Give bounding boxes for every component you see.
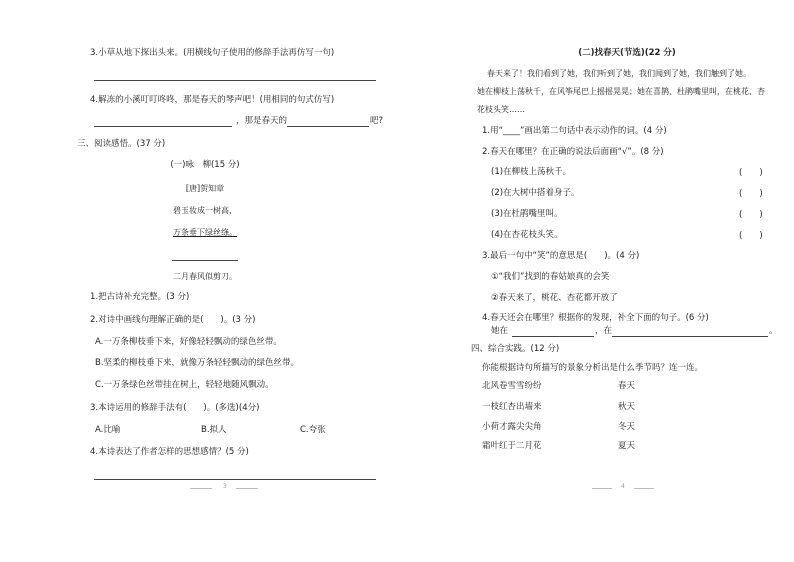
q2-paren-4[interactable]: ( ) — [739, 231, 763, 241]
answer-line-q4-b[interactable] — [287, 126, 369, 127]
q3-option-a[interactable]: ①“我们”找到的春姑娘真的会笑 — [491, 272, 610, 282]
poem-question-2: 2.对诗中画线句理解正确的是( )。(3 分) — [90, 315, 256, 325]
poem-question-3: 3.本诗运用的修辞手法有( )。(多选)(4分) — [90, 403, 260, 413]
poem-question-1: 1.把古诗补充完整。(3 分) — [90, 292, 190, 302]
poem-line-item-1[interactable]: 北风卷雪雪纷纷 — [482, 381, 542, 391]
option-3a[interactable]: A.比喻 — [95, 425, 121, 435]
q4-prefix: 她在 — [491, 326, 509, 336]
r-question-2: 2.春天在哪里？在正确的说法后面画“√”。(8 分) — [482, 147, 664, 157]
q2-item-3: (3)在杜鹃嘴里叫。 — [491, 209, 563, 219]
option-3c[interactable]: C.夸张 — [300, 425, 326, 435]
section-4-heading: 四、综合实践。(12 分) — [471, 344, 560, 354]
poem-blank-line[interactable] — [172, 260, 238, 261]
question-3: 3.小草从地下探出头来。(用横线句子使用的修辞手法再仿写一句) — [90, 48, 335, 58]
footer-deco-left — [190, 488, 212, 489]
question-4: 4.解冻的小溪叮叮咚咚，那是春天的琴声吧！(用相同的句式仿写) — [90, 95, 335, 105]
q2-item-4: (4)在杏花枝头笑。 — [491, 230, 563, 240]
q4-mid-text: ，那是春天的 — [236, 116, 288, 126]
poem-line-4: 二月春风似剪刀。 — [173, 272, 237, 281]
q4-end-text: 吧? — [370, 116, 384, 126]
option-2c[interactable]: C.一万条绿色丝带挂在树上，轻轻地随风飘动。 — [95, 380, 274, 390]
q2-item-2: (2)在大树中搭着身子。 — [491, 188, 580, 198]
r-question-4: 4.春天还会在哪里？根据你的发现，补全下面的句子。(6 分) — [482, 313, 709, 323]
footer-deco-right — [634, 488, 654, 489]
passage-line-3: 花枝头笑…… — [477, 105, 525, 114]
q2-paren-1[interactable]: ( ) — [739, 168, 763, 178]
page-number-left: 3 — [223, 483, 227, 490]
q2-paren-3[interactable]: ( ) — [739, 210, 763, 220]
q3-option-b[interactable]: ②春天来了，桃花、杏花都开放了 — [491, 293, 618, 303]
poem-line-item-2[interactable]: 一枝红杏出墙来 — [482, 402, 542, 412]
answer-line-q3[interactable] — [94, 80, 376, 81]
q2-paren-2[interactable]: ( ) — [739, 189, 763, 199]
right-page — [397, 0, 794, 562]
season-item-2[interactable]: 秋天 — [618, 402, 636, 412]
poem-title: (一)咏 柳(15 分) — [170, 160, 240, 170]
section-3-heading: 三、阅读感悟。(37 分) — [77, 139, 166, 149]
season-item-3[interactable]: 冬天 — [618, 422, 636, 432]
q4-middle: ，在 — [595, 326, 613, 336]
answer-line-r4-b[interactable] — [612, 336, 768, 337]
poem-question-4: 4.本诗表达了作者怎样的思想感情？(5 分) — [90, 447, 249, 457]
q4-suffix: 。 — [769, 326, 778, 336]
answer-line-q4-a[interactable] — [94, 126, 232, 127]
option-2a[interactable]: A.一万条柳枝垂下来，好像轻轻飘动的绿色丝带。 — [95, 337, 282, 347]
poem-line-item-3[interactable]: 小荷才露尖尖角 — [482, 422, 542, 432]
passage-line-2: 她在柳枝上荡秋千，在风筝尾巴上摇摇晃晃；她在喜鹊、杜鹃嘴里叫，在桃花、杏 — [477, 87, 765, 96]
season-item-4[interactable]: 夏天 — [618, 441, 636, 451]
q2-item-1: (1)在柳枝上荡秋千。 — [491, 167, 572, 177]
page-number-right: 4 — [621, 483, 625, 490]
answer-line-r4-a[interactable] — [512, 336, 594, 337]
footer-deco-right — [236, 488, 258, 489]
option-3b[interactable]: B.拟人 — [201, 425, 227, 435]
passage-line-1: 春天来了！我们看到了她，我们听到了她，我们闻到了她，我们触到了她。 — [487, 69, 751, 78]
section-2-title: (二)找春天(节选)(22 分) — [578, 48, 676, 58]
poem-line-2: 万条垂下绿丝绦。 — [173, 228, 237, 237]
r-question-1: 1.用“____”画出第二句话中表示动作的词。(4 分) — [482, 126, 667, 136]
r-question-3: 3.最后一句中“笑”的意思是( )。(4 分) — [482, 251, 640, 261]
poem-line-1: 碧玉妆成一树高， — [173, 206, 237, 215]
poem-author: [唐]贺知章 — [185, 184, 225, 193]
option-2b[interactable]: B.坚柔的柳枝垂下来，就像万条轻轻飘动的绿色丝带。 — [95, 358, 300, 368]
season-item-1[interactable]: 春天 — [618, 381, 636, 391]
section-4-question: 你能根据诗句所描写的景象分析出是什么季节吗？连一连。 — [482, 363, 704, 373]
footer-deco-left — [592, 488, 612, 489]
poem-line-item-4[interactable]: 霜叶红于二月花 — [482, 441, 542, 451]
answer-line-p4[interactable] — [94, 479, 376, 480]
